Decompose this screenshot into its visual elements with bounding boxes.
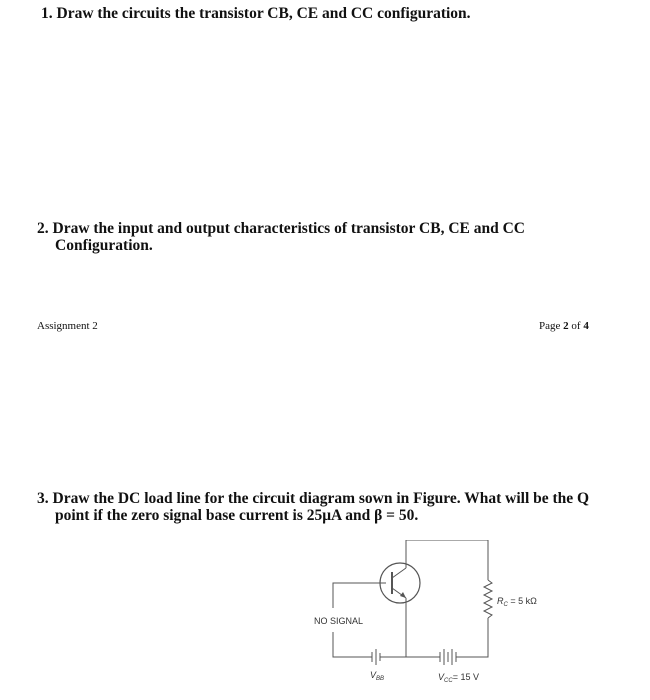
question-1-number: 1. bbox=[41, 5, 53, 22]
vbb-battery bbox=[372, 649, 380, 665]
question-3-line1: Draw the DC load line for the circuit diagram sown in Figure. What will be the Q bbox=[52, 490, 590, 507]
page-current: 2 bbox=[563, 320, 569, 332]
page-mid: of bbox=[568, 320, 584, 332]
question-2-number: 2. bbox=[37, 220, 49, 237]
page-number bbox=[539, 320, 589, 332]
vbb-label: $V_{BB}$ bbox=[370, 670, 385, 682]
assignment-label: Assignment 2 bbox=[37, 320, 98, 332]
page-total: 4 bbox=[583, 320, 589, 332]
rc-resistor bbox=[484, 580, 492, 618]
base-wire bbox=[333, 583, 386, 608]
circuit-diagram bbox=[300, 540, 620, 690]
question-2-line2: Configuration. bbox=[55, 237, 153, 254]
no-signal-label: NO SIGNAL bbox=[314, 616, 364, 626]
question-1 bbox=[41, 5, 471, 22]
vcc-battery bbox=[440, 649, 456, 665]
question-2-line1: Draw the input and output characteristics of transistor CB, CE and CC bbox=[52, 220, 525, 237]
right-wire bbox=[456, 618, 488, 657]
page-prefix: Page bbox=[539, 320, 564, 332]
vcc-label: $V_{CC}= 15$ V bbox=[438, 672, 479, 684]
rc-label: $R_C = 5$ kΩ bbox=[497, 596, 537, 608]
question-3 bbox=[37, 490, 627, 524]
question-1-text: Draw the circuits the transistor CB, CE and CC configuration. bbox=[56, 5, 471, 22]
question-3-number: 3. bbox=[37, 490, 49, 507]
question-2 bbox=[37, 220, 597, 254]
question-3-line2: point if the zero signal base current is 25μA and β = 50. bbox=[55, 507, 419, 524]
left-wire bbox=[333, 632, 372, 657]
